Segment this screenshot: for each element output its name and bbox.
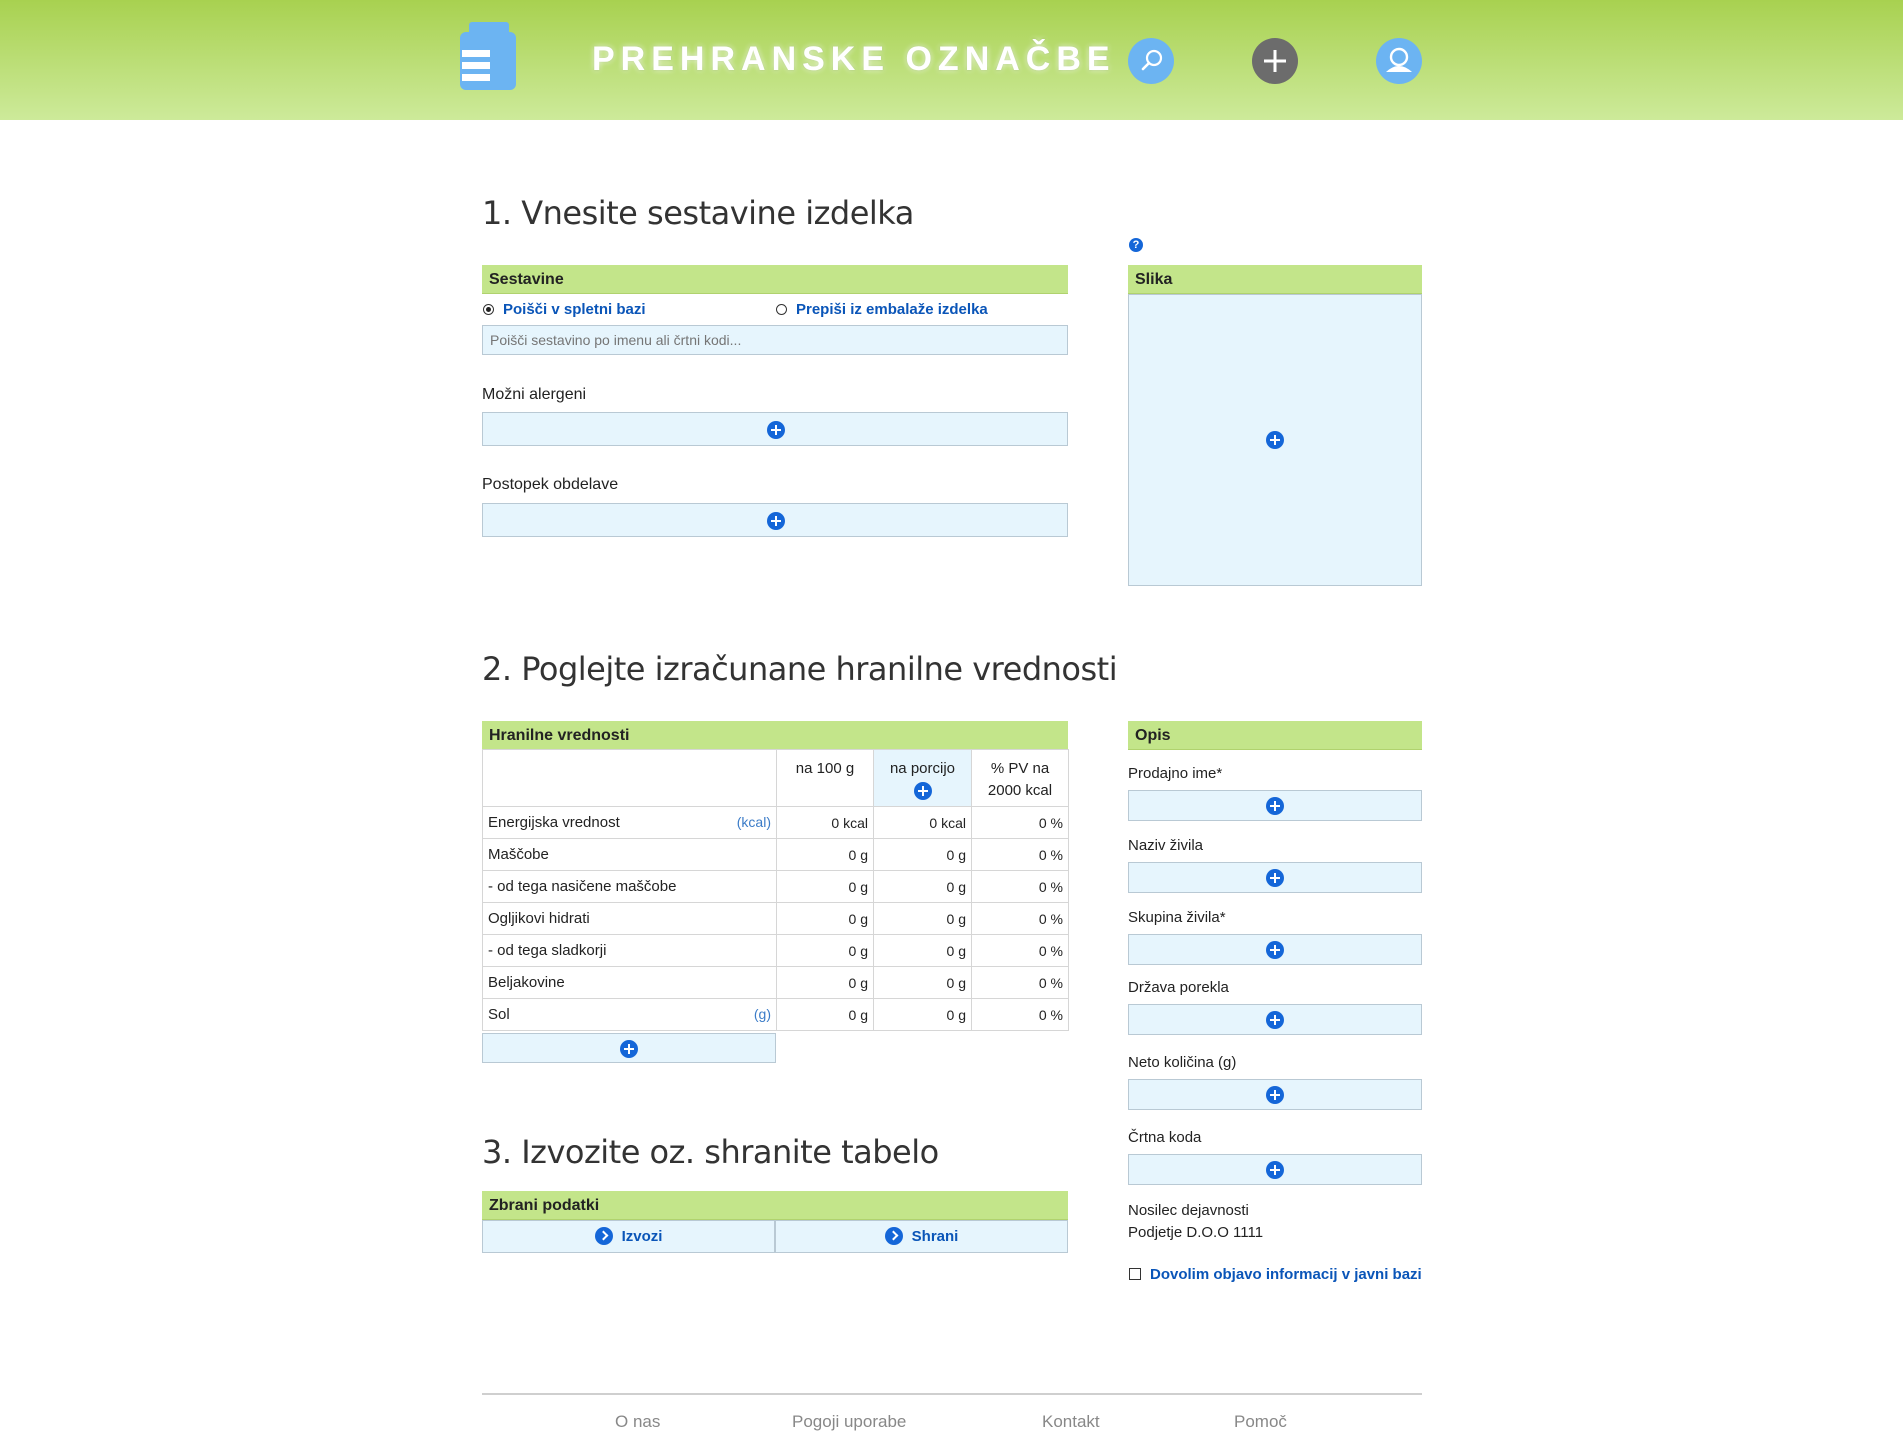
plus-icon [1252, 38, 1298, 84]
value-portion: 0 g [874, 903, 972, 935]
nutrient-label: Sol [488, 1006, 510, 1023]
collected-data-bar: Zbrani podatki [482, 1191, 1068, 1220]
add-image-button[interactable] [1128, 294, 1422, 586]
nutrient-label: Energijska vrednost [488, 814, 620, 831]
value-per100: 0 g [777, 935, 874, 967]
nutrition-bar: Hranilne vrednosti [482, 721, 1068, 750]
footer-link-contact[interactable]: Kontakt [1042, 1412, 1100, 1431]
radio-search-db-label[interactable]: Poišči v spletni bazi [503, 301, 646, 318]
description-field-add-button[interactable] [1128, 1004, 1422, 1035]
description-field-label: Naziv živila [1128, 837, 1204, 854]
value-pv: 0 % [972, 807, 1069, 839]
description-field-label: Črtna koda [1128, 1129, 1202, 1146]
nutrient-label: Ogljikovi hidrati [488, 910, 590, 927]
save-button[interactable]: Shrani [775, 1220, 1068, 1253]
description-bar: Opis [1128, 721, 1422, 750]
description-field-label: Država porekla [1128, 979, 1229, 996]
ingredients-bar: Sestavine [482, 265, 1068, 294]
nutrition-row [483, 999, 1069, 1031]
value-pv: 0 % [972, 839, 1069, 871]
add-allergen-button[interactable] [482, 412, 1068, 446]
value-per100: 0 g [777, 903, 874, 935]
value-per100: 0 g [777, 839, 874, 871]
value-pv: 0 % [972, 967, 1069, 999]
section2-title: 2. Poglejte izračunane hranilne vrednosti [482, 650, 1118, 688]
jar-logo-icon[interactable] [460, 22, 518, 92]
brand-title: PREHRANSKE OZNAČBE [592, 40, 1116, 78]
help-icon[interactable]: ? [1129, 238, 1143, 252]
add-button[interactable] [1252, 38, 1298, 84]
description-field-add-button[interactable] [1128, 790, 1422, 821]
plus-icon [767, 512, 785, 530]
nutrient-label: - od tega nasičene maščobe [488, 878, 677, 895]
plus-icon[interactable] [914, 782, 932, 800]
top-header [0, 0, 1903, 120]
description-field-add-button[interactable] [1128, 934, 1422, 965]
footer-link-terms[interactable]: Pogoji uporabe [792, 1412, 907, 1431]
nutrient-name [483, 903, 777, 935]
nutrient-name [483, 967, 777, 999]
add-processing-button[interactable] [482, 503, 1068, 537]
plus-icon [620, 1040, 638, 1058]
nutrient-label: - od tega sladkorji [488, 942, 607, 959]
search-button[interactable] [1128, 38, 1174, 84]
value-pv: 0 % [972, 871, 1069, 903]
plus-icon [1266, 941, 1284, 959]
radio-transcribe-label[interactable]: Prepiši iz embalaže izdelka [796, 301, 988, 318]
nutrient-name [483, 871, 777, 903]
chevron-right-icon [885, 1227, 903, 1245]
value-portion: 0 g [874, 935, 972, 967]
value-portion: 0 g [874, 871, 972, 903]
nutrition-row [483, 839, 1069, 871]
nutrient-label: Maščobe [488, 846, 549, 863]
value-pv: 0 % [972, 935, 1069, 967]
user-button[interactable] [1376, 38, 1422, 84]
col-per100: na 100 g [777, 750, 874, 807]
allergens-label: Možni alergeni [482, 386, 587, 403]
nutrition-row [483, 903, 1069, 935]
value-per100: 0 g [777, 999, 874, 1031]
description-field-label: Skupina živila* [1128, 909, 1226, 926]
unit-selector[interactable]: (kcal) [736, 814, 771, 830]
section1-title: 1. Vnesite sestavine izdelka [482, 194, 914, 232]
plus-icon [1266, 1086, 1284, 1104]
footer-link-help[interactable]: Pomoč [1234, 1412, 1287, 1431]
value-per100: 0 g [777, 871, 874, 903]
plus-icon [1266, 1161, 1284, 1179]
consent-checkbox[interactable] [1129, 1268, 1141, 1280]
add-nutrient-button[interactable] [482, 1033, 776, 1063]
user-icon [1376, 38, 1422, 84]
holder-label: Nosilec dejavnosti [1128, 1202, 1249, 1219]
col-portion[interactable]: na porcijo [874, 750, 972, 807]
nutrient-name [483, 807, 777, 839]
description-field-add-button[interactable] [1128, 1154, 1422, 1185]
nutrition-table [482, 749, 1069, 1031]
value-per100: 0 g [777, 967, 874, 999]
image-bar: Slika [1128, 265, 1422, 294]
radio-search-db[interactable] [483, 304, 494, 315]
unit-selector[interactable]: (g) [753, 1006, 771, 1022]
value-portion: 0 g [874, 967, 972, 999]
footer-divider [482, 1393, 1422, 1395]
value-pv: 0 % [972, 999, 1069, 1031]
processing-label: Postopek obdelave [482, 476, 619, 493]
export-button[interactable]: Izvozi [482, 1220, 775, 1253]
nutrient-label: Beljakovine [488, 974, 565, 991]
description-field-add-button[interactable] [1128, 1079, 1422, 1110]
plus-icon [1266, 869, 1284, 887]
value-portion: 0 g [874, 839, 972, 871]
value-portion: 0 kcal [874, 807, 972, 839]
nutrition-row [483, 871, 1069, 903]
description-field-label: Prodajno ime* [1128, 765, 1223, 782]
blank-header [483, 750, 777, 807]
description-field-label: Neto količina (g) [1128, 1054, 1237, 1071]
radio-transcribe[interactable] [776, 304, 787, 315]
nutrient-name [483, 935, 777, 967]
description-field-add-button[interactable] [1128, 862, 1422, 893]
ingredient-search-input[interactable] [482, 325, 1068, 355]
plus-icon [1266, 431, 1284, 449]
consent-label[interactable]: Dovolim objavo informacij v javni bazi [1150, 1266, 1422, 1283]
col-pv: % PV na 2000 kcal [972, 750, 1069, 807]
nutrition-row [483, 935, 1069, 967]
nutrient-name [483, 999, 777, 1031]
footer-link-about[interactable]: O nas [615, 1412, 661, 1431]
nutrient-name [483, 839, 777, 871]
nutrition-row [483, 967, 1069, 999]
section3-title: 3. Izvozite oz. shranite tabelo [482, 1133, 939, 1171]
nutrition-row [483, 807, 1069, 839]
value-per100: 0 kcal [777, 807, 874, 839]
value-pv: 0 % [972, 903, 1069, 935]
holder-value: Podjetje D.O.O 1111 [1128, 1224, 1264, 1241]
search-icon [1128, 38, 1174, 84]
plus-icon [767, 421, 785, 439]
chevron-right-icon [595, 1227, 613, 1245]
value-portion: 0 g [874, 999, 972, 1031]
plus-icon [1266, 797, 1284, 815]
plus-icon [1266, 1011, 1284, 1029]
